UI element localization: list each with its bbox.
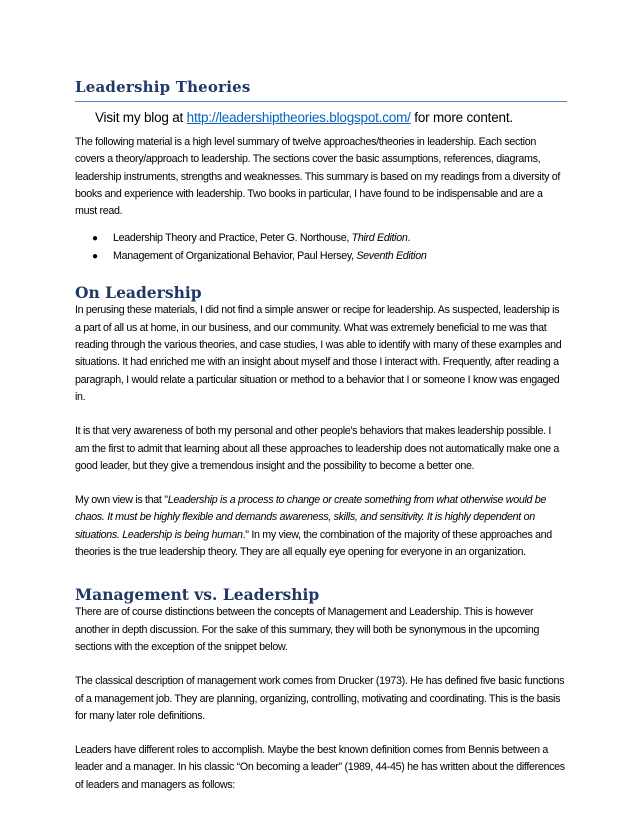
blog-line: [95, 110, 567, 125]
blog-link[interactable]: http://leadershiptheories.blogspot.com/: [186, 110, 411, 125]
list-item: ● Leadership Theory and Practice, Peter G. Northouse, Third Edition.: [92, 230, 567, 248]
section-heading-on-leadership: On Leadership: [75, 283, 202, 303]
list-item: ● Management of Organizational Behavior, Paul Hersey, Seventh Edition: [92, 248, 567, 266]
leadership-quote: Leadership is a process to change or create something from what otherwise would be chaos. It must be highly flexible and demands awareness, skills, and sensitivity. It is highly dependent on situations. Leadership is being human: [75, 494, 547, 541]
blog-suffix: for more content.: [410, 110, 513, 125]
bullet-icon: ●: [92, 250, 98, 262]
bullet-icon: ●: [92, 233, 98, 245]
management-paragraph-3: Leaders have different roles to accomplish. Maybe the best known definition comes from Bennis between a leader and a manager. In his classic “On becoming a leader” (1989, 44-45) he has written about the differences of leaders and managers as follows:: [75, 744, 565, 791]
blog-prefix: Visit my blog at: [95, 110, 187, 125]
book-list: [75, 230, 567, 265]
section-heading-management: Management vs. Leadership: [75, 585, 320, 605]
intro-paragraph: The following material is a high level summary of twelve approaches/theories in leadership. Each section covers a theory/approach to leadership. The sections cover the basic assumptions, references, diagrams, leadership instruments, strengths and weaknesses. This summary is based on my readings from a diversity of books and experience with leadership. Two books in particular, I have found to be indispensable and are a must read.: [75, 136, 561, 218]
document-title: Leadership Theories: [75, 78, 567, 102]
on-leadership-paragraph-3: My own view is that "Leadership is a process to change or create something from what otherwise would be chaos. It must be highly flexible and demands awareness, skills, and sensitivity. It is highly dependent on situations. Leadership is being human." In my view, the combination of the majority of these approaches and theories is the true leadership theory. They are all equally eye opening for everyone in an organization.: [75, 494, 552, 559]
on-leadership-paragraph-1: In perusing these materials, I did not find a simple answer or recipe for leadership. As suspected, leadership is a part of all us at home, in our business, and our community. What was extremely beneficial to me was that reading through the various theories, and case studies, I was able to identify with many of these examples and situations. It had enriched me with an insight about myself and those I interact with. Frequently, after reading a paragraph, I would relate a particular situation or method to a behavior that I or someone I know was engaged in.: [75, 304, 562, 403]
on-leadership-paragraph-2: It is that very awareness of both my personal and other people's behaviors that makes leadership possible. I am the first to admit that learning about all these approaches to leadership does not automatically make one a good leader, but they give a tremendous insight and the possibility to become a better one.: [75, 425, 560, 472]
document-body: [75, 78, 567, 794]
management-paragraph-2: The classical description of management work comes from Drucker (1973). He has defined five basic functions of a management job. They are planning, organizing, controlling, motivating and coordinating. This is the basis for many later role definitions.: [75, 675, 565, 722]
management-paragraph-1: There are of course distinctions between the concepts of Management and Leadership. This is however another in depth discussion. For the sake of this summary, they will both be synonymous in the upcoming sections with the exception of the snippet below.: [75, 606, 540, 653]
